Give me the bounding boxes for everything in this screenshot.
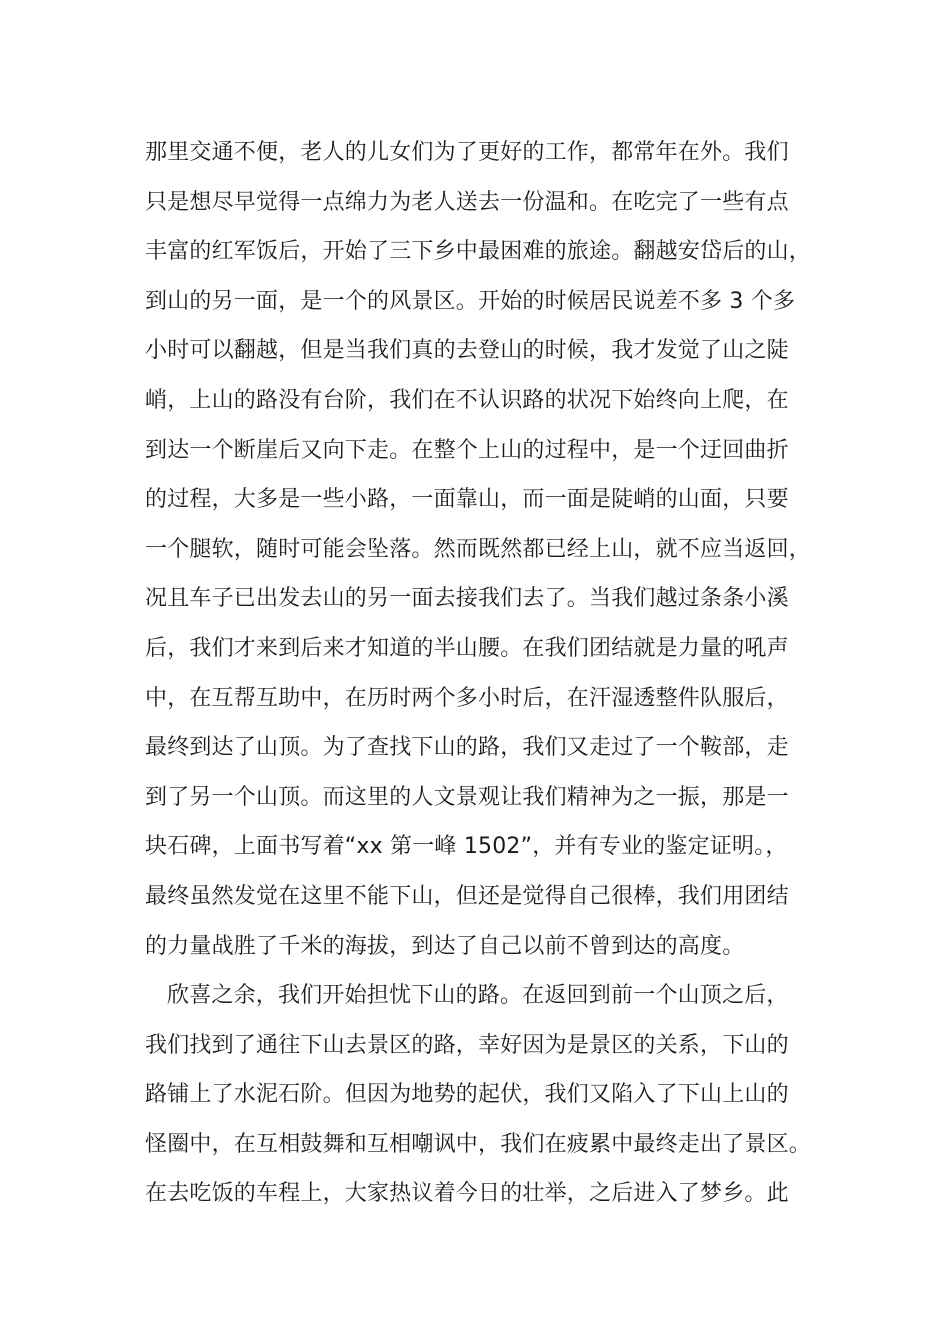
text-line: 峭，上山的路没有台阶，我们在不认识路的状况下始终向上爬，在: [145, 387, 789, 413]
text-line: 后，我们才来到后来才知道的半山腰。在我们团结就是力量的吼声: [145, 635, 789, 661]
text-line: 的过程，大多是一些小路，一面靠山，而一面是陡峭的山面，只要: [145, 487, 789, 513]
paragraph-start-line: 欣喜之余，我们开始担忧下山的路。在返回到前一个山顶之后，: [167, 983, 789, 1009]
text-line: 到山的另一面，是一个的风景区。开始的时候居民说差不多 3 个多: [145, 288, 796, 314]
text-line: 丰富的红军饭后，开始了三下乡中最困难的旅途。翻越安岱后的山，: [145, 239, 812, 265]
text-line: 小时可以翻越，但是当我们真的去登山的时候，我才发觉了山之陡: [145, 338, 789, 364]
text-line: 况且车子已出发去山的另一面去接我们去了。当我们越过条条小溪: [145, 586, 789, 612]
text-line: 怪圈中，在互相鼓舞和互相嘲讽中，我们在疲累中最终走出了景区。: [145, 1131, 812, 1157]
text-line: 中，在互帮互助中，在历时两个多小时后，在汗湿透整件队服后，: [145, 685, 789, 711]
text-line: 最终虽然发觉在这里不能下山，但还是觉得自己很棒，我们用团结: [145, 883, 789, 909]
text-line: 到达一个断崖后又向下走。在整个上山的过程中，是一个迂回曲折: [145, 437, 789, 463]
text-line: 最终到达了山顶。为了查找下山的路，我们又走过了一个鞍部，走: [145, 735, 789, 761]
text-line: 块石碑，上面书写着“xx 第一峰 1502”，并有专业的鉴定证明。，: [145, 834, 788, 860]
text-line: 那里交通不便，老人的儿女们为了更好的工作，都常年在外。我们: [145, 140, 789, 165]
text-line: 我们找到了通往下山去景区的路，幸好因为是景区的关系，下山的: [145, 1032, 789, 1058]
text-line: 路铺上了水泥石阶。但因为地势的起伏，我们又陷入了下山上山的: [145, 1082, 789, 1108]
text-line: 一个腿软，随时可能会坠落。然而既然都已经上山，就不应当返回，: [145, 536, 812, 562]
text-line: 只是想尽早觉得一点绵力为老人送去一份温和。在吃完了一些有点: [145, 189, 789, 215]
text-line: 在去吃饭的车程上，大家热议着今日的壮举，之后进入了梦乡。此: [145, 1181, 789, 1207]
text-line: 的力量战胜了千米的海拔，到达了自己以前不曾到达的高度。: [145, 933, 745, 959]
text-line: 到了另一个山顶。而这里的人文景观让我们精神为之一振，那是一: [145, 784, 789, 810]
body-text: [145, 128, 835, 1219]
